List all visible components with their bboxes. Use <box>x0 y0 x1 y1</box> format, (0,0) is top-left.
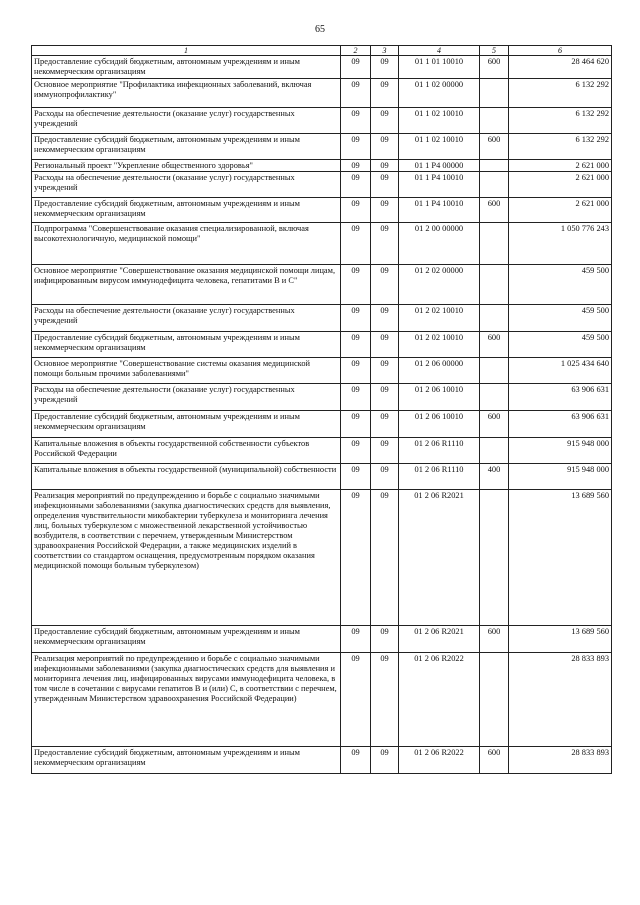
row-section-cell: 09 <box>341 305 371 332</box>
row-name-cell: Основное мероприятие "Профилактика инфекционных заболеваний, включая иммунопрофилактику" <box>32 79 341 108</box>
row-name-cell: Предоставление субсидий бюджетным, автономным учреждениям и иным некоммерческим организациям <box>32 332 341 358</box>
table-row <box>32 223 612 265</box>
row-name-cell: Основное мероприятие "Совершенствование системы оказания медицинской помощи больным прочими заболеваниями" <box>32 358 341 384</box>
row-section-cell: 09 <box>341 56 371 79</box>
table-row <box>32 79 612 108</box>
row-amount-cell: 459 500 <box>509 305 612 332</box>
row-target-code-cell: 01 2 06 R2021 <box>399 626 480 653</box>
row-expense-type-cell <box>480 438 509 464</box>
row-amount-cell: 13 689 560 <box>509 626 612 653</box>
row-target-code-cell: 01 2 00 00000 <box>399 223 480 265</box>
row-section-cell: 09 <box>341 438 371 464</box>
row-target-code-cell: 01 1 02 10010 <box>399 134 480 160</box>
row-amount-cell: 1 025 434 640 <box>509 358 612 384</box>
row-name-cell: Капитальные вложения в объекты государственной собственности субъектов Российской Федерации <box>32 438 341 464</box>
row-expense-type-cell <box>480 265 509 305</box>
row-section-cell: 09 <box>341 490 371 626</box>
row-target-code-cell: 01 2 06 R1110 <box>399 464 480 490</box>
row-section-cell: 09 <box>341 626 371 653</box>
row-expense-type-cell <box>480 223 509 265</box>
header-row <box>32 46 612 56</box>
table-row <box>32 332 612 358</box>
row-amount-cell: 6 132 292 <box>509 134 612 160</box>
table-row <box>32 172 612 198</box>
row-section-cell: 09 <box>341 172 371 198</box>
row-amount-cell: 2 621 000 <box>509 172 612 198</box>
row-target-code-cell: 01 2 02 10010 <box>399 305 480 332</box>
row-name-cell: Реализация мероприятий по предупреждению и борьбе с социально значимыми инфекционными заболеваниями (закупка диагностических средств для выявления и мониторинга лечения лиц, инфицированных вирусами иммунодефицита человека, в том числе в сочетании с вирусами гепатитов B и (или) C, в соответствии с перечнем, утвержденным Министерством здравоохранения Российской Федерации) <box>32 653 341 747</box>
row-target-code-cell: 01 1 P4 10010 <box>399 172 480 198</box>
row-expense-type-cell: 600 <box>480 411 509 438</box>
row-expense-type-cell <box>480 653 509 747</box>
row-subsection-cell: 09 <box>371 332 399 358</box>
row-subsection-cell: 09 <box>371 626 399 653</box>
row-expense-type-cell: 600 <box>480 747 509 774</box>
table-row <box>32 411 612 438</box>
row-name-cell: Капитальные вложения в объекты государственной (муниципальной) собственности <box>32 464 341 490</box>
row-subsection-cell: 09 <box>371 358 399 384</box>
row-target-code-cell: 01 1 P4 00000 <box>399 160 480 172</box>
row-name-cell: Реализация мероприятий по предупреждению и борьбе с социально значимыми инфекционными заболеваниями (закупка диагностических средств для выявления, определения чувствительности микобактерии туберкулеза и мониторинга лечения лиц, больных туберкулезом с множественной лекарственной устойчивостью возбудителя, в соответствии с перечнем, утвержденным Министерством здравоохранения Российской Федерации, а также медицинских изделий в соответствии со стандартом оснащения, предусмотренным порядком оказания медицинской помощи больным туберкулезом) <box>32 490 341 626</box>
row-section-cell: 09 <box>341 79 371 108</box>
row-name-cell: Предоставление субсидий бюджетным, автономным учреждениям и иным некоммерческим организациям <box>32 626 341 653</box>
table-row <box>32 653 612 747</box>
row-subsection-cell: 09 <box>371 108 399 134</box>
row-subsection-cell: 09 <box>371 172 399 198</box>
table-row <box>32 384 612 411</box>
row-subsection-cell: 09 <box>371 134 399 160</box>
row-expense-type-cell: 600 <box>480 198 509 223</box>
row-amount-cell: 459 500 <box>509 265 612 305</box>
row-subsection-cell: 09 <box>371 223 399 265</box>
row-name-cell: Региональный проект "Укрепление общественного здоровья" <box>32 160 341 172</box>
row-target-code-cell: 01 2 06 00000 <box>399 358 480 384</box>
row-expense-type-cell <box>480 358 509 384</box>
row-expense-type-cell: 600 <box>480 332 509 358</box>
row-section-cell: 09 <box>341 223 371 265</box>
row-section-cell: 09 <box>341 747 371 774</box>
row-subsection-cell: 09 <box>371 747 399 774</box>
row-amount-cell: 2 621 000 <box>509 198 612 223</box>
row-name-cell: Расходы на обеспечение деятельности (оказание услуг) государственных учреждений <box>32 305 341 332</box>
row-section-cell: 09 <box>341 108 371 134</box>
row-section-cell: 09 <box>341 358 371 384</box>
table-row <box>32 108 612 134</box>
row-subsection-cell: 09 <box>371 160 399 172</box>
row-section-cell: 09 <box>341 411 371 438</box>
row-amount-cell: 459 500 <box>509 332 612 358</box>
table-row <box>32 160 612 172</box>
row-subsection-cell: 09 <box>371 79 399 108</box>
row-subsection-cell: 09 <box>371 265 399 305</box>
row-amount-cell: 63 906 631 <box>509 384 612 411</box>
column-header-name: 1 <box>32 46 341 56</box>
row-name-cell: Расходы на обеспечение деятельности (оказание услуг) государственных учреждений <box>32 108 341 134</box>
row-subsection-cell: 09 <box>371 384 399 411</box>
row-subsection-cell: 09 <box>371 198 399 223</box>
row-section-cell: 09 <box>341 384 371 411</box>
table-row <box>32 134 612 160</box>
table-row <box>32 265 612 305</box>
row-name-cell: Предоставление субсидий бюджетным, автономным учреждениям и иным некоммерческим организациям <box>32 56 341 79</box>
row-section-cell: 09 <box>341 134 371 160</box>
row-name-cell: Предоставление субсидий бюджетным, автономным учреждениям и иным некоммерческим организациям <box>32 411 341 438</box>
row-target-code-cell: 01 2 06 R2021 <box>399 490 480 626</box>
row-target-code-cell: 01 1 01 10010 <box>399 56 480 79</box>
row-amount-cell: 28 833 893 <box>509 747 612 774</box>
row-target-code-cell: 01 2 06 R2022 <box>399 653 480 747</box>
row-amount-cell: 6 132 292 <box>509 108 612 134</box>
row-subsection-cell: 09 <box>371 411 399 438</box>
column-header-expense-type: 5 <box>480 46 509 56</box>
table-row <box>32 747 612 774</box>
row-amount-cell: 28 833 893 <box>509 653 612 747</box>
column-header-subsection: 3 <box>371 46 399 56</box>
row-name-cell: Подпрограмма "Совершенствование оказания специализированной, включая высокотехнологичную, медицинской помощи" <box>32 223 341 265</box>
table-row <box>32 198 612 223</box>
row-expense-type-cell: 600 <box>480 134 509 160</box>
row-name-cell: Расходы на обеспечение деятельности (оказание услуг) государственных учреждений <box>32 172 341 198</box>
table-row <box>32 56 612 79</box>
row-name-cell: Предоставление субсидий бюджетным, автономным учреждениям и иным некоммерческим организациям <box>32 747 341 774</box>
column-header-amount: 6 <box>509 46 612 56</box>
row-name-cell: Расходы на обеспечение деятельности (оказание услуг) государственных учреждений <box>32 384 341 411</box>
row-section-cell: 09 <box>341 265 371 305</box>
row-target-code-cell: 01 1 02 00000 <box>399 79 480 108</box>
column-header-target-code: 4 <box>399 46 480 56</box>
row-target-code-cell: 01 2 02 10010 <box>399 332 480 358</box>
table-row <box>32 626 612 653</box>
row-expense-type-cell <box>480 108 509 134</box>
row-subsection-cell: 09 <box>371 464 399 490</box>
budget-table <box>31 45 612 774</box>
row-target-code-cell: 01 2 06 R2022 <box>399 747 480 774</box>
row-expense-type-cell <box>480 172 509 198</box>
row-expense-type-cell: 600 <box>480 626 509 653</box>
row-section-cell: 09 <box>341 160 371 172</box>
row-amount-cell: 13 689 560 <box>509 490 612 626</box>
row-section-cell: 09 <box>341 653 371 747</box>
row-subsection-cell: 09 <box>371 438 399 464</box>
row-target-code-cell: 01 1 P4 10010 <box>399 198 480 223</box>
row-target-code-cell: 01 2 06 10010 <box>399 384 480 411</box>
column-header-section: 2 <box>341 46 371 56</box>
row-section-cell: 09 <box>341 332 371 358</box>
row-target-code-cell: 01 2 06 10010 <box>399 411 480 438</box>
row-expense-type-cell: 600 <box>480 56 509 79</box>
row-expense-type-cell: 400 <box>480 464 509 490</box>
row-section-cell: 09 <box>341 198 371 223</box>
row-section-cell: 09 <box>341 464 371 490</box>
row-amount-cell: 915 948 000 <box>509 438 612 464</box>
page-number: 65 <box>315 24 325 35</box>
table-row <box>32 490 612 626</box>
row-amount-cell: 63 906 631 <box>509 411 612 438</box>
table-row <box>32 305 612 332</box>
table-row <box>32 438 612 464</box>
row-expense-type-cell <box>480 79 509 108</box>
row-amount-cell: 2 621 000 <box>509 160 612 172</box>
row-target-code-cell: 01 2 02 00000 <box>399 265 480 305</box>
row-amount-cell: 28 464 620 <box>509 56 612 79</box>
row-amount-cell: 1 050 776 243 <box>509 223 612 265</box>
row-name-cell: Основное мероприятие "Совершенствование оказания медицинской помощи лицам, инфицированным вирусом иммунодефицита человека, гепатитами B и C" <box>32 265 341 305</box>
row-name-cell: Предоставление субсидий бюджетным, автономным учреждениям и иным некоммерческим организациям <box>32 134 341 160</box>
row-expense-type-cell <box>480 305 509 332</box>
row-target-code-cell: 01 2 06 R1110 <box>399 438 480 464</box>
row-name-cell: Предоставление субсидий бюджетным, автономным учреждениям и иным некоммерческим организациям <box>32 198 341 223</box>
table-row <box>32 464 612 490</box>
row-amount-cell: 915 948 000 <box>509 464 612 490</box>
row-subsection-cell: 09 <box>371 305 399 332</box>
row-subsection-cell: 09 <box>371 653 399 747</box>
row-expense-type-cell <box>480 490 509 626</box>
row-amount-cell: 6 132 292 <box>509 79 612 108</box>
row-expense-type-cell <box>480 384 509 411</box>
table-row <box>32 358 612 384</box>
row-subsection-cell: 09 <box>371 56 399 79</box>
row-expense-type-cell <box>480 160 509 172</box>
row-subsection-cell: 09 <box>371 490 399 626</box>
row-target-code-cell: 01 1 02 10010 <box>399 108 480 134</box>
